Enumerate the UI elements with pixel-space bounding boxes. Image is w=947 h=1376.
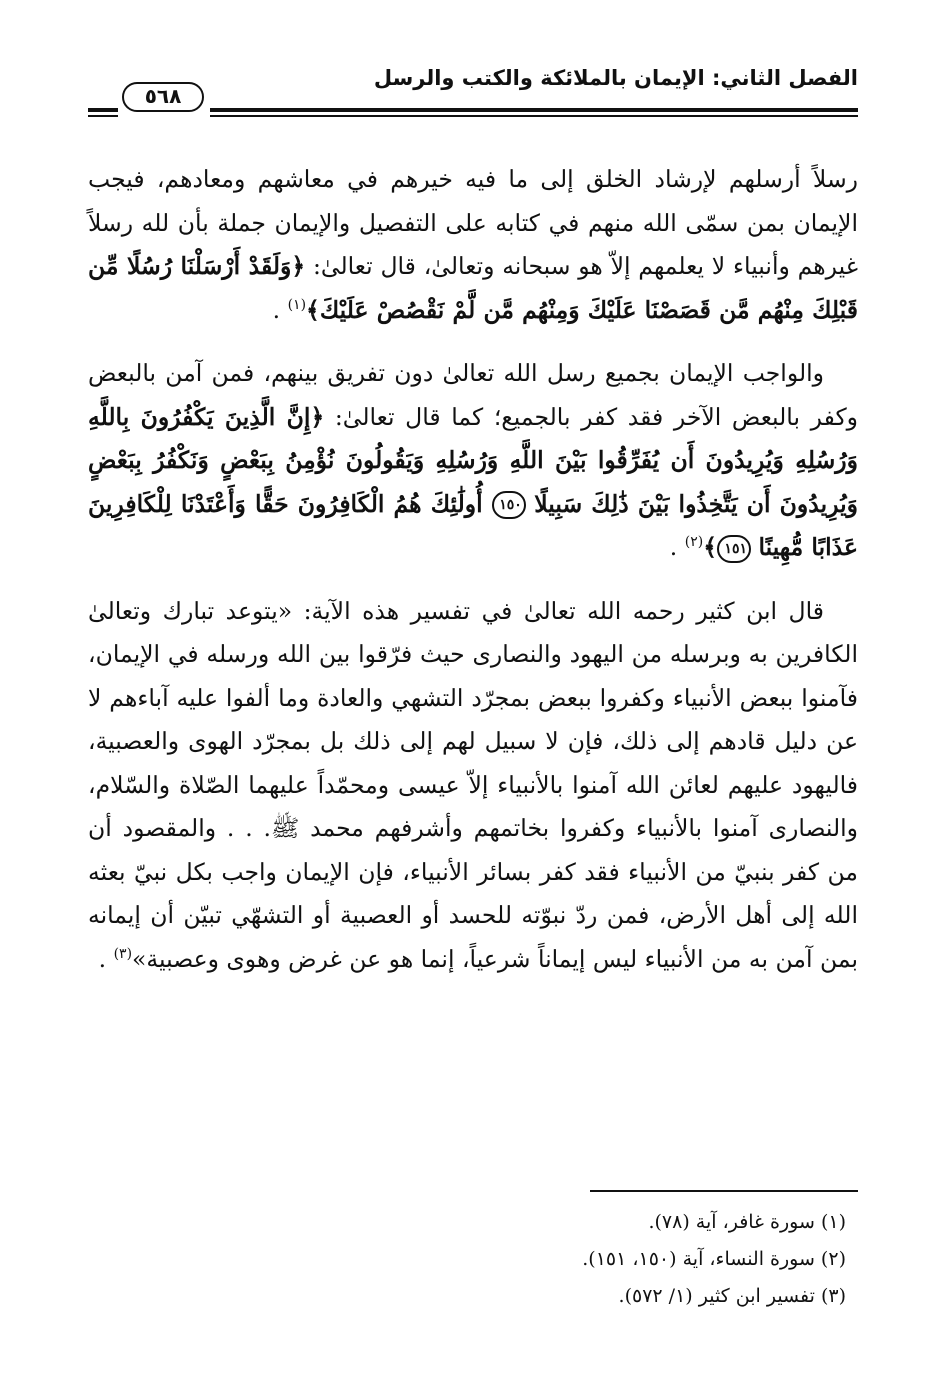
footnote-ref-2: (٢) xyxy=(684,534,704,551)
footnote-separator xyxy=(590,1190,858,1192)
quran-verse-1: ﴿وَلَقَدْ أَرْسَلْنَا رُسُلًا مِّن قَبْلِكَ مِنْهُم مَّن قَصَصْنَا عَلَيْكَ وَمِنْهُم مَّن لَّمْ نَقْصُصْ عَلَيْكَ﴾ xyxy=(88,252,858,324)
paragraph-2-text: والواجب الإيمان بجميع رسل الله تعالىٰ دون تفريق بينهم، فمن آمن بالبعض وكفر بالبعض الآخر فقد كفر بالجميع؛ كما قال تعالىٰ: xyxy=(88,359,858,431)
footnotes xyxy=(88,1204,846,1315)
paragraph-3-text: قال ابن كثير رحمه الله تعالىٰ في تفسير هذه الآية: «يتوعد تبارك وتعالىٰ الكافرين به وبرسله من اليهود والنصارى حيث فرّقوا بين الله ورسله في الإيمان، فآمنوا ببعض الأنبياء وكفروا ببعض بمجرّد التشهي والعادة وما ألفوا عليه آباءهم لا عن دليل قادهم إلى ذلك، فإن لا سبيل لهم إلى ذلك بل بمجرّد الهوى والعصبية، فاليهود عليهم لعائن الله آمنوا بالأنبياء إلاّ عيسى ومحمّداً عليهما الصّلاة والسّلام، والنصارى آمنوا بالأنبياء وكفروا بخاتمهم وأشرفهم محمد ﷺ. . . والمقصود أن من كفر بنبيّ من الأنبياء فقد كفر بسائر الأنبياء، فإن الإيمان واجب بكل نبيّ بعثه الله إلى أهل الأرض، فمن ردّ نبوّته للحسد أو العصبية أو التشهّي تبيّن أن إيمانه بمن آمن به من الأنبياء ليس إيماناً شرعياً، إنما هو عن غرض وهوى وعصبية» xyxy=(88,596,858,973)
footnote-ref-1: (١) xyxy=(287,296,307,313)
footnote-2: (٢) سورة النساء، آية (١٥٠، ١٥١). xyxy=(582,1248,846,1270)
footnote-3: (٣) تفسير ابن كثير (١/ ٥٧٢). xyxy=(618,1285,846,1307)
ayah-number-150: ١٥٠ xyxy=(492,491,526,519)
paragraph-2 xyxy=(88,352,858,570)
paragraph-3-end: . xyxy=(98,944,114,973)
chapter-title: الفصل الثاني: الإيمان بالملائكة والكتب والرسل xyxy=(373,66,858,90)
paragraph-2-end: . xyxy=(669,533,685,561)
paragraph-1 xyxy=(88,158,858,332)
main-text xyxy=(88,158,858,1001)
ayah-number-151: ١٥١ xyxy=(717,535,751,563)
quran-verse-2a: ﴿إِنَّ الَّذِينَ يَكْفُرُونَ بِاللَّهِ وَرُسُلِهِ وَيُرِيدُونَ أَن يُفَرِّقُوا بَيْنَ اللَّهِ وَرُسُلِهِ وَيَقُولُونَ نُؤْمِنُ بِبَعْضٍ وَنَكْفُرُ بِبَعْضٍ وَيُرِيدُونَ أَن يَتَّخِذُوا بَيْنَ ذَٰلِكَ سَبِيلًا xyxy=(88,402,858,518)
quran-close-bracket: ﴾ xyxy=(703,533,717,561)
footnote-ref-3: (٣) xyxy=(113,945,133,962)
paragraph-1-text: رسلاً أرسلهم لإرشاد الخلق إلى ما فيه خيرهم في معاشهم ومعادهم، فيجب الإيمان بمن سمّى الله منهم في كتابه على التفصيل والإيمان جملة بأن لله رسلاً غيرهم وأنبياء لا يعلمهم إلاّ هو سبحانه وتعالىٰ، قال تعالىٰ: xyxy=(88,165,858,280)
page-header xyxy=(88,58,858,118)
quran-verse-2b: أُولَٰئِكَ هُمُ الْكَافِرُونَ حَقًّا وَأَعْتَدْنَا لِلْكَافِرِينَ عَذَابًا مُّهِينًا xyxy=(88,489,858,561)
paragraph-1-end: . xyxy=(272,295,288,324)
paragraph-3 xyxy=(88,590,858,982)
page-number: ٥٦٨ xyxy=(122,82,204,112)
footnote-1: (١) سورة غافر، آية (٧٨). xyxy=(648,1211,846,1233)
